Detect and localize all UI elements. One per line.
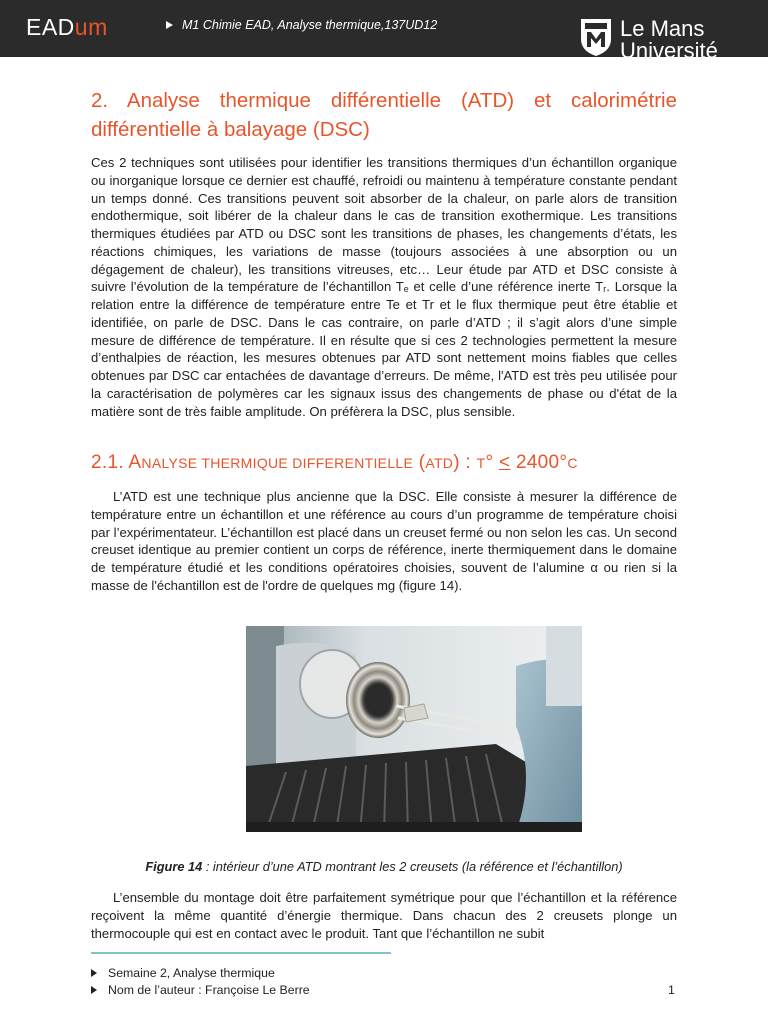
eadum-logo-um: um	[74, 14, 108, 40]
footer-week	[91, 966, 275, 980]
footer-week-text: Semaine 2, Analyse thermique	[108, 966, 275, 980]
subsection-text-part: <	[498, 452, 511, 473]
subsection-text-part: ) :	[453, 452, 477, 473]
atd-paragraph: L’ATD est une technique plus ancienne que la DSC. Elle consiste à mesurer la différence de température entre un échantillon et une référence au cours d’un programme de température choisi par l’expérimentateur. L’échantillon est placé dans un creuset fermé ou non selon les cas. Un second creuset identique au premier contient un corps de référence, inerte thermiquement dans le domaine de température étudié et les conditions opératoires choisies, souvent de l’alumine α ou rien si la masse de l'échantillon est de l'ordre de quelques mg (figure 14).	[91, 489, 677, 593]
university-crest-icon	[579, 17, 613, 57]
triangle-bullet-icon	[91, 986, 97, 994]
section-title: 2. Analyse thermique différentielle (ATD) et calorimétrie différentielle à balayage (DSC)	[91, 89, 677, 141]
subsection-text-part: NALYSE THERMIQUE DIFFERENTIELLE	[141, 455, 414, 471]
course-title-text: M1 Chimie EAD, Analyse thermique,137UD12	[182, 18, 438, 32]
triangle-bullet-icon	[91, 969, 97, 977]
montage-paragraph: L’ensemble du montage doit être parfaitement symétrique pour que l’échantillon et la référence reçoivent la même quantité d’énergie thermique. Dans chacun des 2 creusets plonge un thermocouple qui est en contact avec le produit. Tant que l’échantillon ne subit	[91, 890, 677, 941]
atd-instrument-image	[246, 626, 582, 832]
subsection-text-part: T	[476, 455, 486, 471]
figure-caption-text: : intérieur d’une ATD montrant les 2 creusets (la référence et l’échantillon)	[202, 859, 623, 874]
university-name-line1: Le Mans	[620, 16, 705, 41]
subsection-title	[91, 452, 578, 474]
subsection-text-part: A	[128, 452, 142, 473]
header-bar	[0, 0, 768, 57]
university-logo	[579, 14, 754, 57]
subsection-text-part: °	[485, 452, 499, 473]
figure-14-photo	[246, 626, 582, 832]
footer-divider	[91, 952, 391, 954]
eadum-logo	[26, 14, 108, 41]
triangle-bullet-icon	[166, 21, 173, 29]
subsection-text-part: 2400°	[510, 452, 568, 473]
subsection-text-part: C	[567, 455, 578, 471]
course-title	[166, 18, 437, 32]
page-number: 1	[668, 983, 675, 997]
subsection-text-part: (	[413, 452, 426, 473]
subsection-number: 2.1.	[91, 452, 129, 473]
figure-caption-label: Figure 14	[145, 859, 203, 874]
figure-caption	[91, 859, 677, 874]
footer-author	[91, 983, 310, 997]
subsection-text-part: ATD	[425, 455, 454, 471]
footer-author-text: Nom de l’auteur : Françoise Le Berre	[108, 983, 310, 997]
intro-paragraph: Ces 2 techniques sont utilisées pour identifier les transitions thermiques d’un échantillon organique ou inorganique lorsque ce dernier est chauffé, refroidi ou maintenu à température constante pendant un temps donné. Ces transitions peuvent soit absorber de la chaleur, on parle alors de transition endothermique, soit libérer de la chaleur dans le cas de transition exothermique. Les transitions thermiques étudiées par ATD ou DSC sont les transitions de phases, les changements d’états, les réactions chimiques, les variations de masse (toujours associées à une absorption ou un dégagement de chaleur), les transitions vitreuses, etc… Leur étude par ATD et DSC consiste à suivre l’évolution de la température de l’échantillon Tₑ et celle d’une référence inerte Tᵣ. Lorsque la relation entre la différence de température entre Te et Tr et le flux thermique peut être établie et identifiée, on parle de DSC. Dans le cas contraire, on parle d’ATD ; il s’agit alors d’une simple mesure de différence de température. Il en résulte que si ces 2 technologies permettent la mesure d’enthalpies de réaction, les mesures obtenues par ATD sont nettement moins fiables que celles obtenues par DSC car entachées de davantage d’erreurs. De même, l'ATD est très peu utilisée pour la caractérisation de polymères car les signaux issus des changements de phase ou d'état de la matière sont de très faible amplitude. On préfèrera la DSC, plus sensible.	[91, 155, 677, 419]
university-name-line2: Université	[620, 38, 718, 57]
eadum-logo-ead: EAD	[26, 14, 75, 40]
